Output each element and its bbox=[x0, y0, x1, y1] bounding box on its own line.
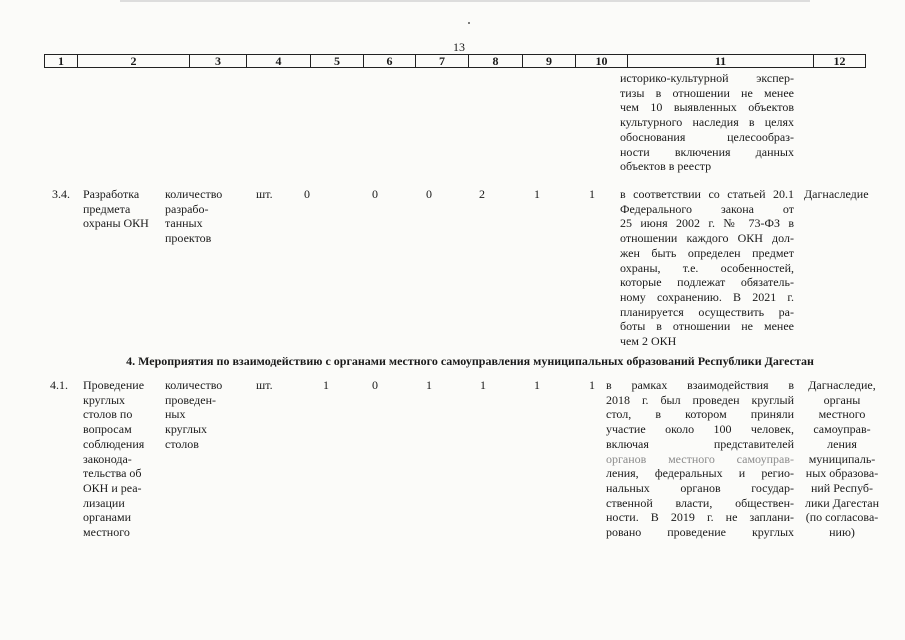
text-line: ОКН и реа- bbox=[83, 480, 142, 495]
text-line: ний Респуб- bbox=[810, 480, 874, 495]
text-line: жен быть определен предмет bbox=[620, 245, 794, 260]
text-line: разрабо- bbox=[165, 201, 209, 216]
activity-name bbox=[83, 187, 155, 231]
value-col8: 2 bbox=[479, 187, 485, 201]
text-line: ственной власти, обществен- bbox=[606, 495, 794, 510]
text-line: муниципаль- bbox=[808, 451, 876, 466]
description bbox=[606, 378, 794, 540]
text-line: вопросам bbox=[83, 422, 132, 437]
text-line: лики Дагестан bbox=[804, 495, 880, 510]
text-line: нию) bbox=[829, 525, 855, 540]
text-line: охраны, т.е. особенностей, bbox=[620, 260, 794, 275]
unit: шт. bbox=[256, 378, 273, 392]
text-line: историко-культурной экспер- bbox=[620, 71, 794, 85]
continuation-description bbox=[620, 71, 794, 174]
text-line: в рамках взаимодействия в bbox=[606, 378, 794, 392]
value-col10: 1 bbox=[589, 187, 595, 201]
text-line: ных образова- bbox=[805, 466, 879, 481]
text-line: отношении каждого ОКН дол- bbox=[620, 231, 794, 246]
text-line: ровано проведение круглых bbox=[606, 525, 794, 540]
text-line: круглых bbox=[165, 422, 208, 437]
text-line: Разработка bbox=[83, 187, 140, 201]
text-line: Дагнаследие, bbox=[808, 378, 876, 392]
text-line: ных bbox=[165, 407, 186, 422]
activity-name bbox=[83, 378, 155, 540]
text-line: местного bbox=[83, 525, 130, 540]
row-number: 4.1. bbox=[50, 378, 68, 392]
text-line: боты в отношении не менее bbox=[620, 319, 794, 334]
text-line: которые подлежат обязатель- bbox=[620, 275, 794, 290]
value-col5: 0 bbox=[304, 187, 310, 201]
text-line: количество bbox=[165, 187, 223, 201]
column-header-6: 6 bbox=[364, 55, 416, 68]
text-line: танных bbox=[165, 216, 203, 231]
text-line: тизы в отношении не менее bbox=[620, 85, 794, 100]
text-line: Федерального закона от bbox=[620, 201, 794, 216]
text-line: планируется осуществить ра- bbox=[620, 304, 794, 319]
column-header-11: 11 bbox=[628, 55, 814, 68]
text-line: культурного наследия в целях bbox=[620, 115, 794, 130]
text-line: самоуправ- bbox=[813, 422, 871, 437]
text-line: 2018 г. был проведен круглый bbox=[606, 392, 794, 407]
indicator-name bbox=[165, 187, 235, 246]
column-header-5: 5 bbox=[311, 55, 364, 68]
value-col7: 1 bbox=[426, 378, 432, 392]
column-header-4: 4 bbox=[247, 55, 311, 68]
text-line: количество bbox=[165, 378, 223, 392]
text-line: ления, федеральных и регио- bbox=[606, 466, 794, 481]
column-header-10: 10 bbox=[576, 55, 628, 68]
text-line: объектов в реестр bbox=[620, 159, 712, 174]
row-number: 3.4. bbox=[52, 187, 70, 201]
value-col10: 1 bbox=[589, 378, 595, 392]
text-line: круглых bbox=[83, 392, 126, 407]
text-line: ления bbox=[827, 436, 857, 451]
text-line: законода- bbox=[83, 451, 132, 466]
text-line: Проведение bbox=[83, 378, 145, 392]
value-col5: 1 bbox=[323, 378, 329, 392]
text-line: проектов bbox=[165, 231, 212, 246]
column-header-1: 1 bbox=[45, 55, 78, 68]
text-line: проведен- bbox=[165, 392, 217, 407]
column-header-8: 8 bbox=[469, 55, 523, 68]
text-line: (по согласова- bbox=[805, 510, 879, 525]
text-line: ности включения данных bbox=[620, 144, 794, 159]
text-line: включая представителей bbox=[606, 436, 794, 451]
text-line: соблюдения bbox=[83, 436, 145, 451]
text-line: нальных органов государ- bbox=[606, 480, 794, 495]
column-header-row bbox=[44, 54, 866, 68]
text-line: столов по bbox=[83, 407, 133, 422]
indicator-name bbox=[165, 378, 235, 452]
text-line: чем 10 выявленных объектов bbox=[620, 100, 794, 115]
text-line: ному сохранению. В 2021 г. bbox=[620, 289, 794, 304]
text-line: органами bbox=[83, 510, 132, 525]
column-header-2: 2 bbox=[78, 55, 190, 68]
executor bbox=[802, 378, 882, 540]
section-heading: 4. Мероприятия по взаимодействию с органами местного самоуправления муниципальных образований Республики Дагестан bbox=[126, 354, 814, 368]
text-line: предмета bbox=[83, 201, 131, 216]
scan-artifact bbox=[120, 0, 810, 2]
value-col6: 0 bbox=[372, 187, 378, 201]
scan-dot bbox=[468, 22, 470, 24]
value-col9: 1 bbox=[534, 378, 540, 392]
text-line: участие около 100 человек, bbox=[606, 422, 794, 437]
text-line: органов местного самоуправ- bbox=[606, 451, 794, 466]
page-number: 13 bbox=[453, 40, 465, 54]
text-line: лизации bbox=[83, 495, 125, 510]
text-line: обоснования целесообраз- bbox=[620, 129, 794, 144]
text-line: тельства об bbox=[83, 466, 142, 481]
text-line: местного bbox=[818, 407, 866, 422]
text-line: в соответствии со статьей 20.1 bbox=[620, 187, 794, 201]
text-line: органы bbox=[823, 392, 861, 407]
column-header-12: 12 bbox=[814, 55, 866, 68]
value-col9: 1 bbox=[534, 187, 540, 201]
description bbox=[620, 187, 794, 349]
text-line: столов bbox=[165, 436, 199, 451]
unit: шт. bbox=[256, 187, 273, 201]
text-line: ности. В 2019 г. не заплани- bbox=[606, 510, 794, 525]
column-header-9: 9 bbox=[523, 55, 576, 68]
text-line: 25 июня 2002 г. № 73-ФЗ в bbox=[620, 216, 794, 231]
column-header-3: 3 bbox=[190, 55, 247, 68]
value-col7: 0 bbox=[426, 187, 432, 201]
column-header-7: 7 bbox=[416, 55, 469, 68]
text-line: чем 2 ОКН bbox=[620, 334, 677, 349]
text-line: охраны ОКН bbox=[83, 216, 149, 231]
text-line: стол, в котором приняли bbox=[606, 407, 794, 422]
value-col6: 0 bbox=[372, 378, 378, 392]
value-col8: 1 bbox=[480, 378, 486, 392]
executor: Дагнаследие bbox=[804, 187, 869, 201]
